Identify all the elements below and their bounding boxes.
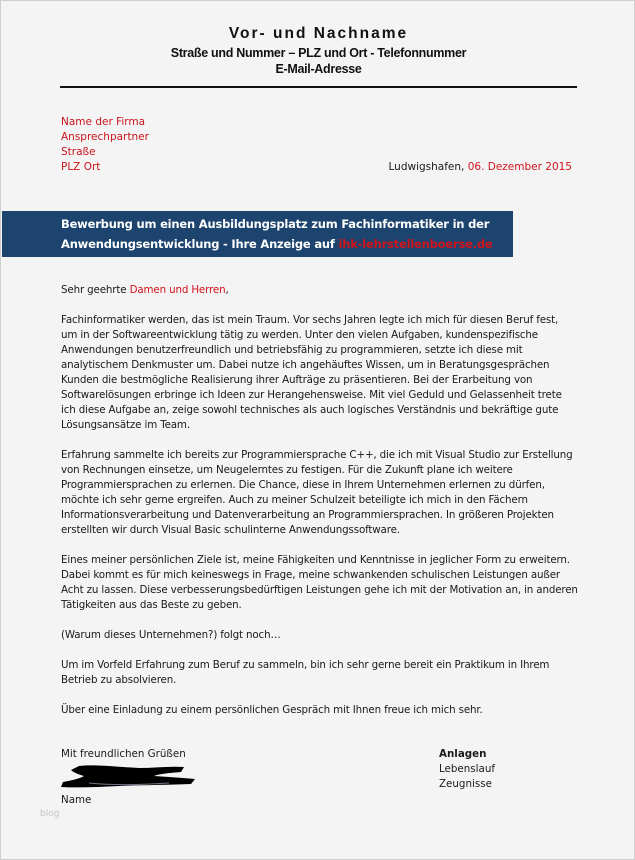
subject-line-2-prefix: Anwendungsentwicklung - Ihre Anzeige auf [61,237,339,251]
subject-banner [2,211,513,257]
subject-text [61,214,493,254]
salutation [61,283,581,298]
paragraph-company-placeholder: (Warum dieses Unternehmen?) folgt noch… [61,629,281,641]
subject-line-1: Bewerbung um einen Ausbildungsplatz zum Fachinformatiker in der [61,217,490,231]
paragraph-invitation: Über eine Einladung zu einem persönlichen Gespräch mit Ihnen freue ich mich sehr. [61,704,483,716]
recipient-block [61,115,149,175]
paragraph-motivation: Fachinformatiker werden, das ist mein Traum. Vor sechs Jahren legte ich mich für diesen Beruf fest, um in der Softwareentwicklung tätig zu werden. Unter den vielen Aufgaben, kundenspezifische Anwendungen benutzerfreundlich und betriebsfähig zu programmieren, setzte ich diese mit analytischem Denkmuster um. Dabei nutze ich angehäuftes Wissen, um in Beratungsgesprächen Kunden die bestmögliche Realisierung ihrer Aufträge zu präsentieren. Bei der Erarbeitung von Softwarelösungen erbringe ich Ideen zur Herangehensweise. Mit viel Geduld und Gelassenheit trete ich diese Aufgabe an, zeige sowohl technisches als auch logisches Verständnis und bekräftige gute Lösungsansätze im Team. [61,314,562,431]
closing-greeting: Mit freundlichen Grüßen [61,748,186,760]
sender-address: Straße und Nummer – PLZ und Ort - Telefonnummer [170,46,467,60]
salutation-suffix: , [225,284,229,296]
attachment-item: Zeugnisse [439,778,492,790]
sender-name: Vor- und Nachname [228,25,409,42]
recipient-contact: Ansprechpartner [61,131,149,143]
letter-date: 06. Dezember 2015 [467,161,572,173]
attachment-item: Lebenslauf [439,763,495,775]
header-divider [60,86,577,88]
attachments-block [439,747,495,792]
place-date-line [389,160,573,175]
job-board-link[interactable]: ihk-lehrstellenboerse.de [338,237,493,251]
paragraph-internship: Um im Vorfeld Erfahrung zum Beruf zu sammeln, bin ich sehr gerne bereit ein Praktikum in Ihrem Betrieb zu absolvieren. [61,659,550,686]
sender-email: E-Mail-Adresse [275,62,362,76]
paragraph-goals: Eines meiner persönlichen Ziele ist, meine Fähigkeiten und Kenntnisse in jeglicher Form zu erweitern. Dabei kommt es für mich keineswegs in Frage, meine schwankenden schulischen Leistungen außer Acht zu lassen. Diese verbesserungsbedürftigen Leistungen gehe ich mit der Motivation an, in anderen Tätigkeiten aus das Beste zu geben. [61,554,578,611]
recipient-street: Straße [61,146,96,158]
letter-body [61,283,581,733]
salutation-highlight: Damen und Herren [129,284,226,296]
attachments-title: Anlagen [439,748,487,760]
salutation-prefix: Sehr geehrte [61,284,130,296]
signature-name: Name [61,794,92,806]
signature-scribble-icon [59,763,199,789]
subject-line-2 [61,234,493,254]
recipient-city: PLZ Ort [61,161,101,173]
watermark: blog [40,809,60,819]
paragraph-experience: Erfahrung sammelte ich bereits zur Programmiersprache C++, die ich mit Visual Studio zur Erstellung von Rechnungen einsetze, um Neugelerntes zu festigen. Für die Zukunft plane ich weitere Programmiersprachen zu erlernen. Die Chance, diese in Ihrem Unternehmen erlernen zu dürfen, möchte ich sehr gerne ergreifen. Auch zu meiner Schulzeit beteiligte ich mich in den Fächern Informationsverarbeitung und Datenverarbeitung an Programmiersprachen. In größeren Projekten erstellten wir durch Visual Basic schulinterne Anwendungssoftware. [61,449,573,536]
recipient-company: Name der Firma [61,116,146,128]
signature-redacted [59,763,199,789]
place: Ludwigshafen, [388,161,468,173]
